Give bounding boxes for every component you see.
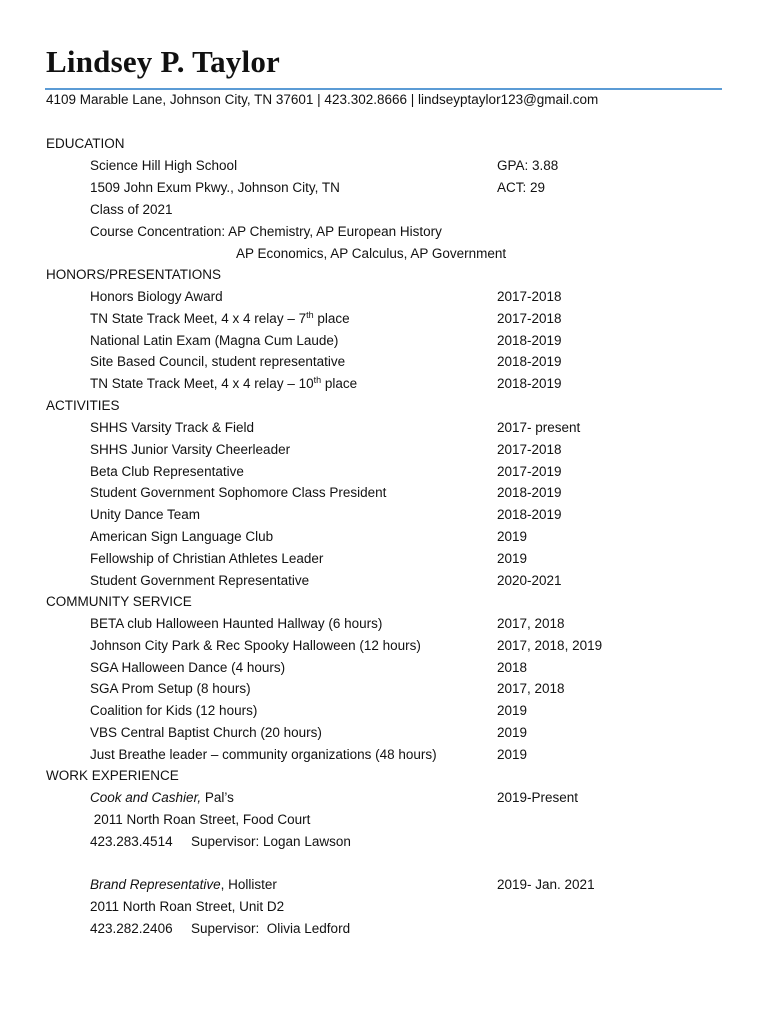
service-item-row: [0, 658, 768, 678]
job-1-title-row: [0, 788, 768, 808]
gpa-value: GPA: 3.88: [497, 158, 559, 173]
honor-date: 2017-2018: [497, 289, 562, 304]
education-address-row: [0, 178, 768, 198]
honor-label: TN State Track Meet, 4 x 4 relay – 7th place: [90, 309, 350, 326]
school-name: Science Hill High School: [90, 158, 238, 173]
activity-item-label: American Sign Language Club: [90, 529, 274, 544]
job-2-employer: , Hollister: [220, 877, 277, 892]
activity-item-label: SHHS Varsity Track & Field: [90, 420, 255, 435]
activity-item-row: [0, 571, 768, 591]
service-item-row: [0, 614, 768, 634]
service-item-row: [0, 679, 768, 699]
job-2-contact-row: [0, 919, 768, 939]
job-2-title-line: [90, 875, 277, 895]
act-value: ACT: 29: [497, 180, 546, 195]
activity-item-label: Fellowship of Christian Athletes Leader: [90, 550, 324, 566]
job-1-title-line: [90, 788, 234, 808]
work-experience-heading: WORK EXPERIENCE: [46, 768, 179, 783]
job-1-contact-row: [0, 832, 768, 852]
honor-label: National Latin Exam (Magna Cum Laude): [90, 332, 339, 348]
service-item-date: 2017, 2018, 2019: [497, 637, 603, 653]
activity-item-date: 2018-2019: [497, 485, 562, 501]
activity-item-row: [0, 418, 768, 438]
education-school-row: [0, 156, 768, 176]
job-1-address: 2011 North Roan Street, Food Court: [90, 812, 311, 827]
service-item-row: [0, 723, 768, 743]
service-item-label: SGA Halloween Dance (4 hours): [90, 659, 286, 675]
course-concentration-line2: AP Economics, AP Calculus, AP Government: [236, 246, 507, 261]
honor-date: 2018-2019: [497, 354, 562, 370]
activity-item-label: Unity Dance Team: [90, 507, 201, 523]
job-2-date: 2019- Jan. 2021: [497, 877, 595, 892]
honor-item-row: [0, 352, 768, 372]
job-2-phone: 423.282.2406: [90, 921, 173, 936]
activity-item-row: [0, 505, 768, 525]
service-item-label: VBS Central Baptist Church (20 hours): [90, 725, 322, 740]
class-of: Class of 2021: [90, 202, 173, 217]
honor-label: Site Based Council, student representative: [90, 354, 346, 370]
job-2-title: Brand Representative: [90, 877, 221, 892]
honor-item-row: [0, 287, 768, 307]
honors-heading: HONORS/PRESENTATIONS: [46, 267, 222, 282]
activity-item-date: 2017-2018: [497, 441, 562, 457]
header-divider: [45, 88, 722, 90]
activity-item-row: [0, 462, 768, 482]
service-item-date: 2017, 2018: [497, 681, 565, 697]
honor-label: Honors Biology Award: [90, 289, 223, 304]
service-item-date: 2019: [497, 746, 528, 762]
honor-item-row: [0, 309, 768, 329]
service-item-row: [0, 745, 768, 765]
service-item-label: Coalition for Kids (12 hours): [90, 703, 258, 719]
job-1-phone: 423.283.4514: [90, 834, 173, 849]
service-item-date: 2018: [497, 659, 528, 675]
honor-date: 2017-2018: [497, 310, 562, 326]
honor-date: 2018-2019: [497, 376, 562, 392]
activity-item-label: Student Government Representative: [90, 572, 310, 588]
service-item-date: 2019: [497, 703, 528, 719]
activity-item-date: 2020-2021: [497, 572, 562, 588]
contact-line: 4109 Marable Lane, Johnson City, TN 37601 | 423.302.8666 | lindseyptaylor123@gmail.com: [46, 92, 599, 107]
job-2-title-row: [0, 875, 768, 895]
service-item-row: [0, 636, 768, 656]
activity-item-label: Beta Club Representative: [90, 463, 244, 479]
resume-name: Lindsey P. Taylor: [46, 44, 280, 79]
activity-item-row: [0, 527, 768, 547]
job-1-supervisor: Supervisor: Logan Lawson: [191, 834, 351, 849]
activity-item-date: 2019: [497, 550, 528, 566]
activity-item-row: [0, 549, 768, 569]
education-heading: EDUCATION: [46, 136, 125, 151]
service-item-label: BETA club Halloween Haunted Hallway (6 hours): [90, 616, 383, 631]
activity-item-date: 2017-2019: [497, 463, 562, 479]
activity-item-label: Student Government Sophomore Class President: [90, 485, 387, 501]
community-service-heading: COMMUNITY SERVICE: [46, 594, 192, 609]
honor-item-row: [0, 374, 768, 394]
school-address: 1509 John Exum Pkwy., Johnson City, TN: [90, 180, 340, 195]
activity-item-label: SHHS Junior Varsity Cheerleader: [90, 441, 291, 457]
job-2-supervisor: Supervisor: Olivia Ledford: [191, 921, 351, 936]
service-item-date: 2019: [497, 725, 528, 740]
service-item-label: Just Breathe leader – community organizations (48 hours): [90, 746, 437, 762]
course-concentration-line1: Course Concentration: AP Chemistry, AP European History: [90, 224, 442, 239]
activity-item-date: 2019: [497, 529, 528, 544]
activity-item-row: [0, 483, 768, 503]
job-1-title: Cook and Cashier,: [90, 790, 202, 805]
honor-label: TN State Track Meet, 4 x 4 relay – 10th place: [90, 375, 358, 392]
service-item-row: [0, 701, 768, 721]
activity-item-date: 2018-2019: [497, 507, 562, 523]
honor-date: 2018-2019: [497, 332, 562, 348]
job-2-address: 2011 North Roan Street, Unit D2: [90, 899, 285, 914]
activities-heading: ACTIVITIES: [46, 398, 120, 413]
job-1-date: 2019-Present: [497, 790, 579, 805]
service-item-label: Johnson City Park & Rec Spooky Halloween (12 hours): [90, 637, 421, 653]
job-1-employer: Pal’s: [201, 790, 234, 805]
activity-item-row: [0, 440, 768, 460]
activity-item-date: 2017- present: [497, 420, 581, 435]
service-item-date: 2017, 2018: [497, 616, 565, 631]
service-item-label: SGA Prom Setup (8 hours): [90, 681, 251, 697]
honor-item-row: [0, 331, 768, 351]
